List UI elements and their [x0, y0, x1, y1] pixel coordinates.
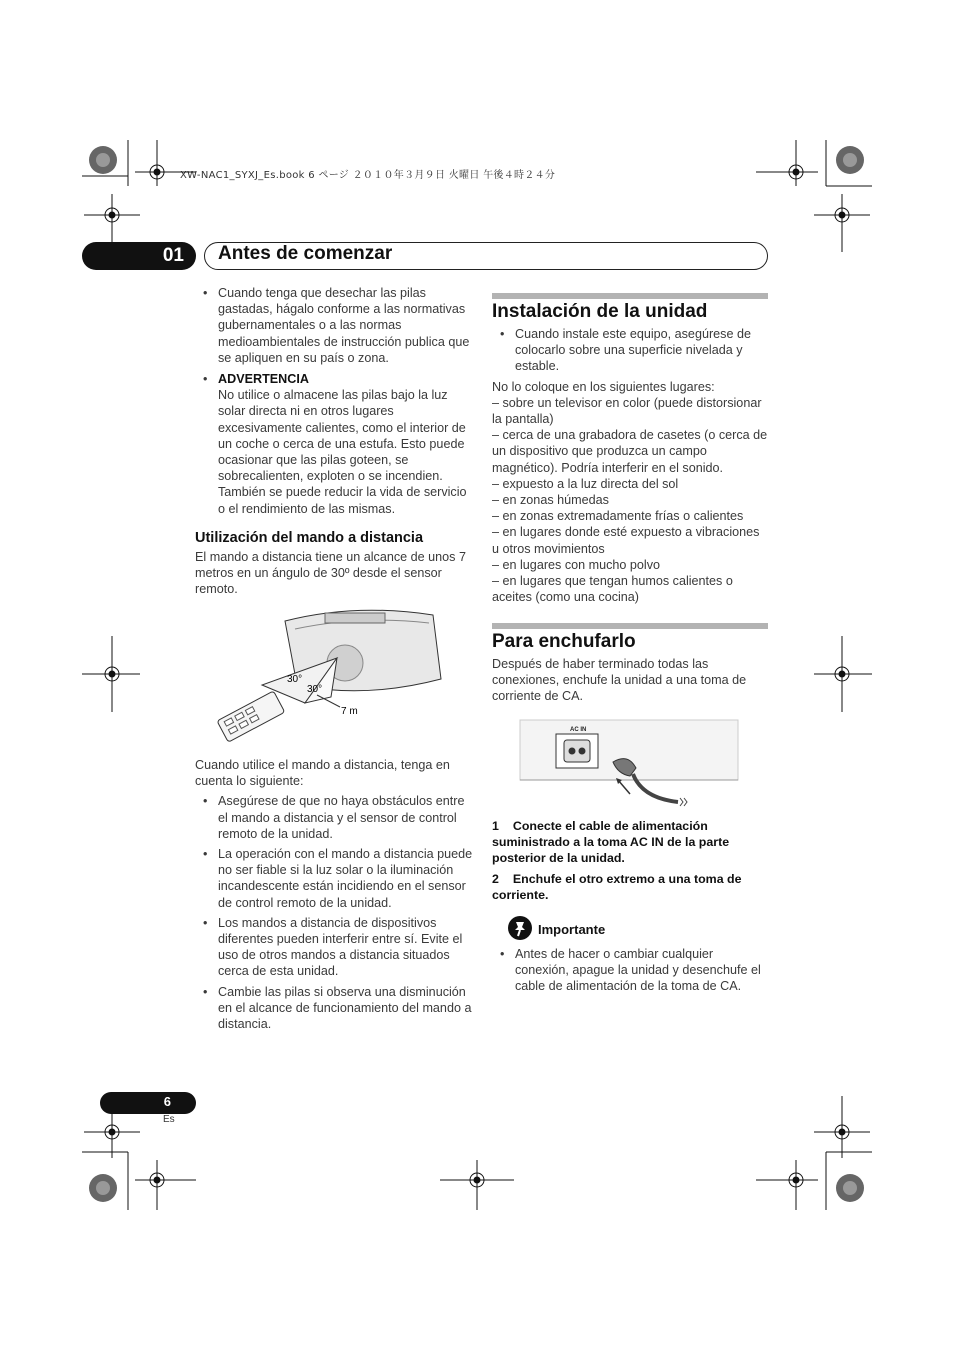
list-item: • Antes de hacer o cambiar cualquier conexión, apague la unidad y desenchufe el cable de alimentación de la toma de CA.	[500, 947, 761, 994]
chapter-number-badge	[82, 242, 196, 270]
step-2-number: 2	[492, 872, 499, 886]
list-item: – cerca de una grabadora de casetes (o cerca de un dispositivo que produzca un campo magnético). Podría interferir en el sonido.	[492, 428, 768, 475]
plug-heading: Para enchufarlo	[492, 631, 636, 652]
step-1-text: Conecte el cable de alimentación suministrado a la toma AC IN de la parte posterior de la unidad.	[492, 819, 730, 866]
warning-text: No utilice o almacene las pilas bajo la luz solar directa ni en otros lugares excesivamente calientes, como el interior de un coche o cerca de una estufa. Esto puede ocasionar que las pilas goteen, se sobrecalienten, exploten o se incendien. También se puede reducir la vida de servicio o el rendimiento de las mismas.	[218, 388, 467, 516]
warning-item: • ADVERTENCIA No utilice o almacene las pilas bajo la luz solar directa ni en otros lugares excesivamente calientes, como el interior de un coche o cerca de una estufa. Esto puede ocasionar que las pilas goteen, se sobrecalienten, exploten o se incendien. También se puede reducir la vida de servicio o el rendimiento de las mismas.	[203, 372, 467, 516]
chapter-title: Antes de comenzar	[218, 243, 393, 264]
left-column-top	[195, 285, 475, 517]
page-number-badge	[100, 1092, 196, 1114]
list-item: • Cambie las pilas si observa una disminución en el alcance de funcionamiento del mando a distancia.	[203, 984, 472, 1032]
list-item: – expuesto a la luz directa del sol	[492, 476, 679, 491]
step-1	[492, 818, 762, 867]
step-2	[492, 871, 762, 903]
important-content	[492, 946, 768, 995]
install-intro: No lo coloque en los siguientes lugares:	[492, 379, 715, 394]
ac-in-illustration	[518, 718, 742, 814]
language-code: Es	[163, 1114, 175, 1125]
chapter-number: 01	[162, 245, 184, 266]
list-item: – en lugares que tengan humos calientes o aceites (como una cocina)	[492, 574, 733, 605]
list-item: – sobre un televisor en color (puede distorsionar la pantalla)	[492, 395, 762, 427]
print-header: XW-NAC1_SYXJ_Es.book 6 ページ ２０１０年３月９日 火曜日 午後４時２４分	[180, 170, 556, 181]
list-item: • Cuando tenga que desechar las pilas gastadas, hágalo conforme a las normativas gubernamentales o a las normas medioambientales de instrucción publica que se apliquen en su país o zona.	[203, 286, 470, 365]
remote-intro: El mando a distancia tiene un alcance de unos 7 metros en un ángulo de 30º desde el sensor remoto.	[195, 550, 466, 597]
plug-intro: Después de haber terminado todas las conexiones, enchufe la unidad a una toma de corriente de CA.	[492, 657, 747, 704]
section-bar	[492, 293, 768, 299]
remote-range-illustration	[195, 603, 455, 753]
list-item: – en zonas húmedas	[492, 493, 609, 508]
ac-in-label: AC IN	[570, 727, 587, 733]
list-item: • Cuando instale este equipo, asegúrese de colocarlo sobre una superficie nivelada y estable.	[500, 327, 751, 374]
step-1-number: 1	[492, 819, 499, 833]
important-title: Importante	[538, 922, 606, 937]
important-icon	[507, 915, 533, 941]
list-item: – en lugares donde esté expuesto a vibraciones u otros movimientos	[492, 525, 760, 556]
page-number: 6	[163, 1094, 171, 1109]
list-item: • La operación con el mando a distancia puede no ser fiable si la luz solar o la iluminación incandescente están incidiendo en el sensor de control remoto de la unidad.	[203, 847, 473, 910]
list-item: – en lugares con mucho polvo	[492, 557, 661, 572]
list-item: – en zonas extremadamente frías o calientes	[492, 509, 744, 524]
section-bar	[492, 623, 768, 629]
remote-note-intro: Cuando utilice el mando a distancia, tenga en cuenta lo siguiente:	[195, 758, 450, 789]
list-item: • Asegúrese de que no haya obstáculos entre el mando a distancia y el sensor de control remoto de la unidad.	[203, 794, 465, 841]
list-item: • Los mandos a distancia de dispositivos diferentes pueden interferir entre sí. Evite el uso de otros mandos a distancia situados cerca de esta unidad.	[203, 915, 463, 979]
step-2-text: Enchufe el otro extremo a una toma de corriente.	[492, 872, 742, 903]
install-content	[492, 326, 768, 605]
install-heading: Instalación de la unidad	[492, 301, 708, 322]
distance-label: 7 m	[341, 706, 358, 717]
warning-title: ADVERTENCIA	[218, 372, 309, 387]
angle-label-1: 30°	[287, 674, 303, 685]
remote-notes	[195, 757, 475, 1032]
angle-label-2: 30°	[307, 684, 323, 695]
remote-heading: Utilización del mando a distancia	[195, 530, 424, 546]
